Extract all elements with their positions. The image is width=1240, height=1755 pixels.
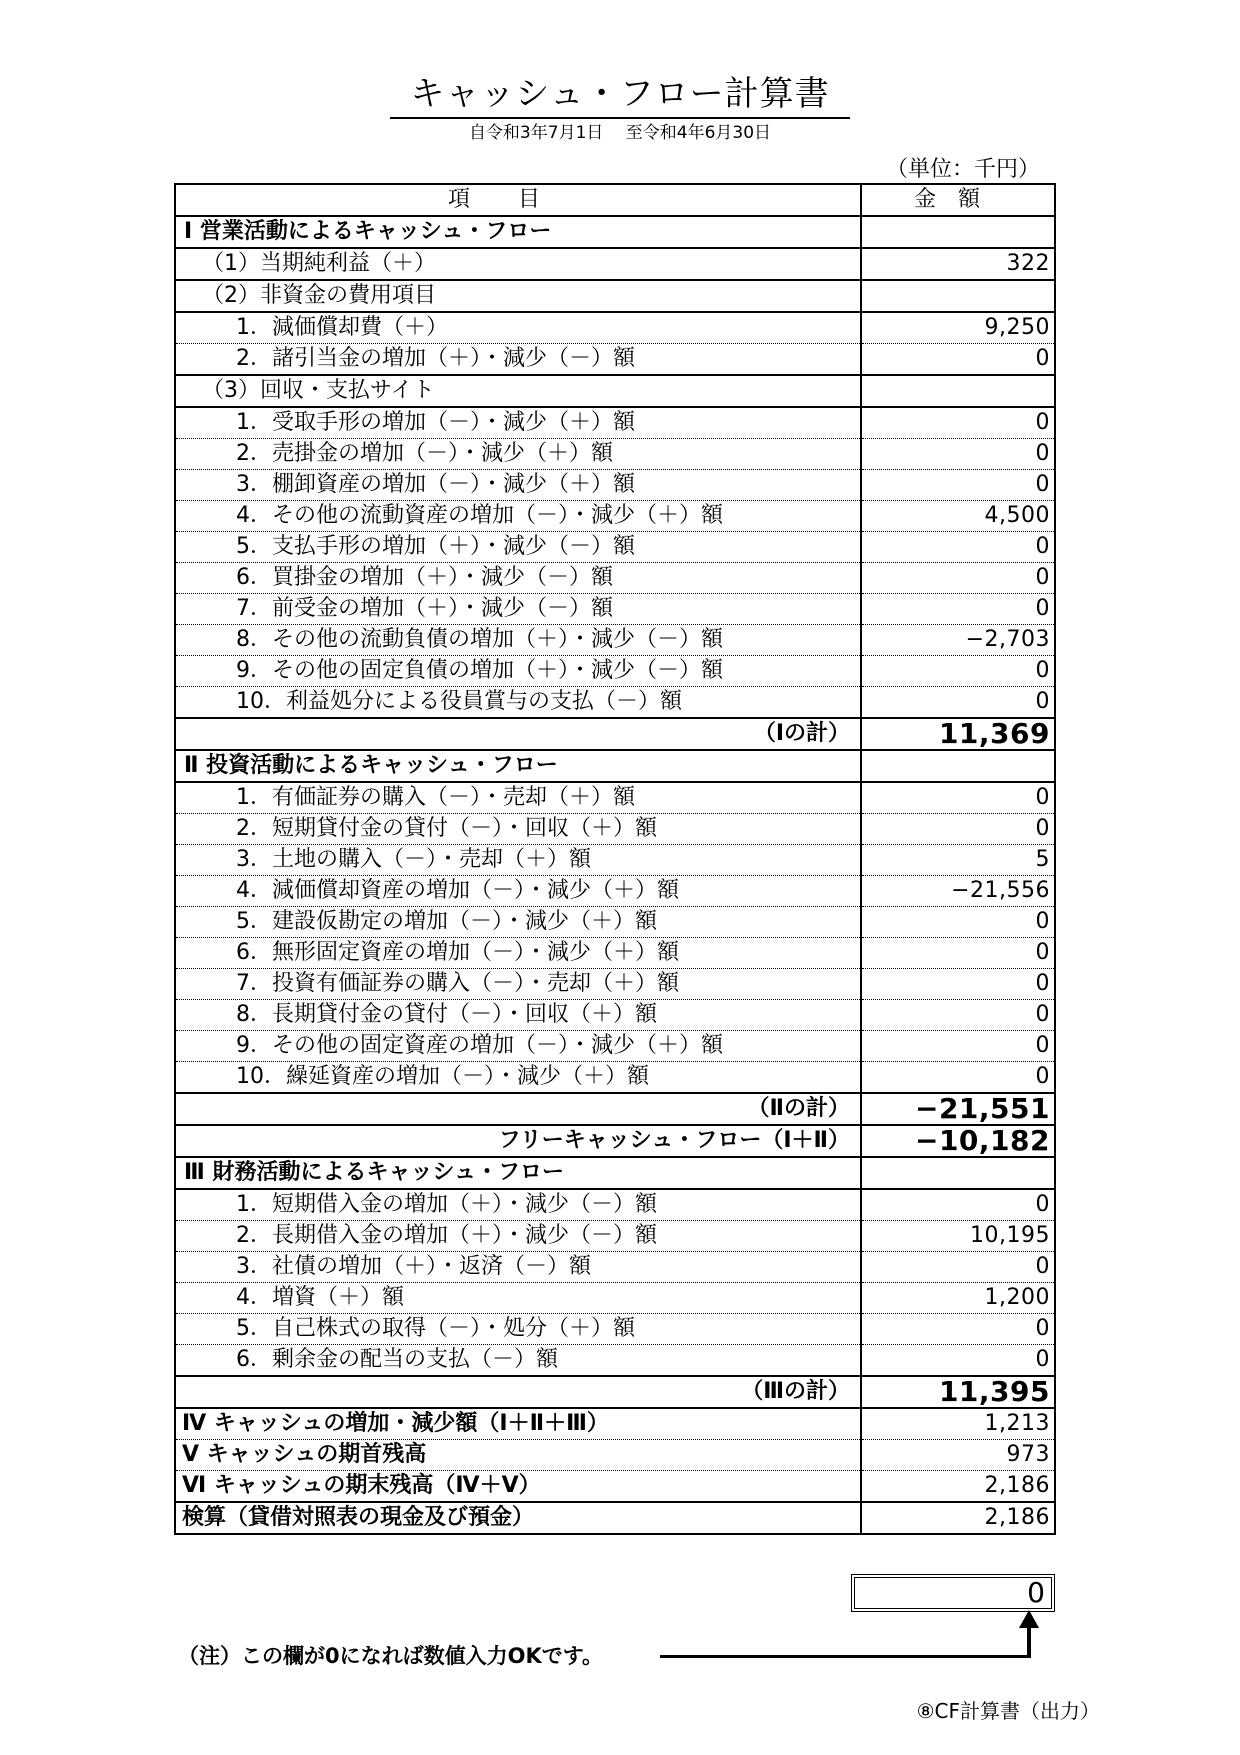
table-row — [175, 470, 1055, 501]
row-label: 4．増資（＋）額 — [175, 1283, 861, 1314]
row-label: 3．棚卸資産の増加（－）・減少（＋）額 — [175, 470, 861, 501]
row-amount: 5 — [861, 845, 1055, 876]
subtotal-amount: −21,551 — [861, 1093, 1055, 1125]
free-cash-flow-row — [175, 1125, 1055, 1157]
table-row — [175, 1314, 1055, 1345]
table-row — [175, 782, 1055, 814]
row-label: 1．受取手形の増加（－）・減少（＋）額 — [175, 407, 861, 439]
row-amount: 0 — [861, 687, 1055, 719]
row-label: 9．その他の固定資産の増加（－）・減少（＋）額 — [175, 1031, 861, 1062]
summary-label: Ⅴ キャッシュの期首残高 — [175, 1440, 861, 1471]
row-amount: 9,250 — [861, 312, 1055, 344]
summary-amount: 973 — [861, 1440, 1055, 1471]
table-row — [175, 1252, 1055, 1283]
row-amount: 0 — [861, 1031, 1055, 1062]
row-amount: 0 — [861, 1189, 1055, 1221]
row-amount: 0 — [861, 1252, 1055, 1283]
row-label: 1．減価償却費（＋） — [175, 312, 861, 344]
row-amount: 0 — [861, 907, 1055, 938]
table-row — [175, 907, 1055, 938]
row-amount: 0 — [861, 1345, 1055, 1377]
row-label: 6．剰余金の配当の支払（－）額 — [175, 1345, 861, 1377]
row-amount: 0 — [861, 344, 1055, 376]
summary-amount: 2,186 — [861, 1502, 1055, 1534]
section-investing — [175, 750, 1055, 782]
summary-amount: 2,186 — [861, 1471, 1055, 1503]
row-label: 5．建設仮勘定の増加（－）・減少（＋）額 — [175, 907, 861, 938]
row-label: 3．社債の増加（＋）・返済（－）額 — [175, 1252, 861, 1283]
table-row — [175, 312, 1055, 344]
section-title: Ⅰ 営業活動によるキャッシュ・フロー — [175, 216, 861, 248]
row-amount: −2,703 — [861, 625, 1055, 656]
table-row — [175, 1031, 1055, 1062]
table-row — [175, 563, 1055, 594]
summary-label: Ⅳ キャッシュの増加・減少額（Ⅰ＋Ⅱ＋Ⅲ） — [175, 1408, 861, 1440]
table-row — [175, 1189, 1055, 1221]
row-amount: 0 — [861, 470, 1055, 501]
verification-cell: 0 — [851, 1574, 1055, 1612]
arrow-shaft-icon — [1027, 1625, 1031, 1658]
summary-label: 検算（貸借対照表の現金及び預金） — [175, 1502, 861, 1534]
row-label: 2．短期貸付金の貸付（－）・回収（＋）額 — [175, 814, 861, 845]
row-label: 10．利益処分による役員賞与の支払（－）額 — [175, 687, 861, 719]
subtotal-label: （Ⅱの計） — [175, 1093, 861, 1125]
document-title: キャッシュ・フロー計算書 — [390, 66, 850, 119]
table-row — [175, 439, 1055, 470]
row-amount: −21,556 — [861, 876, 1055, 907]
table-row — [175, 344, 1055, 376]
table-row — [175, 532, 1055, 563]
section-operating — [175, 216, 1055, 248]
row-label: 4．減価償却資産の増加（－）・減少（＋）額 — [175, 876, 861, 907]
row-amount: 0 — [861, 814, 1055, 845]
cash-flow-table — [174, 183, 1056, 1535]
subsection-title: （2）非資金の費用項目 — [175, 280, 861, 312]
row-amount: 0 — [861, 1062, 1055, 1094]
table-row — [175, 1000, 1055, 1031]
table-row — [175, 501, 1055, 532]
row-label: 7．前受金の増加（＋）・減少（－）額 — [175, 594, 861, 625]
table-row — [175, 407, 1055, 439]
row-label: 3．土地の購入（－）・売却（＋）額 — [175, 845, 861, 876]
row-label: 6．買掛金の増加（＋）・減少（－）額 — [175, 563, 861, 594]
table-row — [175, 876, 1055, 907]
subsection-noncash — [175, 280, 1055, 312]
table-row — [175, 625, 1055, 656]
header-item: 項目 — [175, 184, 861, 216]
row-label: 1．有価証券の購入（－）・売却（＋）額 — [175, 782, 861, 814]
subsection-title: （3）回収・支払サイト — [175, 375, 861, 407]
table-row — [175, 1221, 1055, 1252]
row-amount: 0 — [861, 969, 1055, 1000]
note-text: （注）この欄が0になれば数値入力OKです。 — [178, 1644, 604, 1668]
row-label: 6．無形固定資産の増加（－）・減少（＋）額 — [175, 938, 861, 969]
table-row — [175, 845, 1055, 876]
row-amount: 0 — [861, 407, 1055, 439]
arrow-line-icon — [660, 1655, 1030, 1658]
free-cash-flow-label: フリーキャッシュ・フロー（Ⅰ＋Ⅱ） — [175, 1125, 861, 1157]
row-amount: 4,500 — [861, 501, 1055, 532]
table-row — [175, 969, 1055, 1000]
table-header — [175, 184, 1055, 216]
row-amount: 0 — [861, 532, 1055, 563]
row-label: 2．長期借入金の増加（＋）・減少（－）額 — [175, 1221, 861, 1252]
section-title: Ⅱ 投資活動によるキャッシュ・フロー — [175, 750, 861, 782]
row-amount: 10,195 — [861, 1221, 1055, 1252]
row-amount: 0 — [861, 938, 1055, 969]
summary-row — [175, 1440, 1055, 1471]
table-row — [175, 248, 1055, 280]
subtotal-row — [175, 1093, 1055, 1125]
subtotal-label: （Ⅲの計） — [175, 1376, 861, 1408]
table-row — [175, 656, 1055, 687]
row-amount: 0 — [861, 656, 1055, 687]
footer-label: ⑧CF計算書（出力） — [916, 1699, 1100, 1723]
free-cash-flow-amount: −10,182 — [861, 1125, 1055, 1157]
row-label: 8．長期貸付金の貸付（－）・回収（＋）額 — [175, 1000, 861, 1031]
row-label: 1．短期借入金の増加（＋）・減少（－）額 — [175, 1189, 861, 1221]
table-row — [175, 1062, 1055, 1094]
fiscal-period: 自令和3年7月1日 至令和4年6月30日 — [468, 123, 772, 143]
subtotal-amount: 11,369 — [861, 718, 1055, 750]
row-amount: 0 — [861, 1314, 1055, 1345]
row-label: 9．その他の固定負債の増加（＋）・減少（－）額 — [175, 656, 861, 687]
summary-row — [175, 1471, 1055, 1503]
row-label: 2．諸引当金の増加（＋）・減少（－）額 — [175, 344, 861, 376]
row-amount: 0 — [861, 563, 1055, 594]
row-label: （1）当期純利益（＋） — [175, 248, 861, 280]
arrow-up-icon — [1019, 1610, 1039, 1628]
row-label: 5．自己株式の取得（－）・処分（＋）額 — [175, 1314, 861, 1345]
section-financing — [175, 1157, 1055, 1189]
table-row — [175, 1283, 1055, 1314]
subtotal-row — [175, 1376, 1055, 1408]
table-row — [175, 594, 1055, 625]
row-label: 8．その他の流動負債の増加（＋）・減少（－）額 — [175, 625, 861, 656]
subtotal-row — [175, 718, 1055, 750]
row-amount: 0 — [861, 1000, 1055, 1031]
summary-label: Ⅵ キャッシュの期末残高（Ⅳ＋Ⅴ） — [175, 1471, 861, 1503]
row-amount: 1,200 — [861, 1283, 1055, 1314]
subtotal-label: （Ⅰの計） — [175, 718, 861, 750]
header-amount: 金額 — [861, 184, 1055, 216]
row-label: 2．売掛金の増加（－）・減少（＋）額 — [175, 439, 861, 470]
row-label: 5．支払手形の増加（＋）・減少（－）額 — [175, 532, 861, 563]
row-amount: 322 — [861, 248, 1055, 280]
section-title: Ⅲ 財務活動によるキャッシュ・フロー — [175, 1157, 861, 1189]
row-label: 10．繰延資産の増加（－）・減少（＋）額 — [175, 1062, 861, 1094]
table-row — [175, 938, 1055, 969]
row-amount: 0 — [861, 594, 1055, 625]
row-amount: 0 — [861, 439, 1055, 470]
subsection-site — [175, 375, 1055, 407]
table-row — [175, 814, 1055, 845]
summary-row — [175, 1408, 1055, 1440]
table-row — [175, 687, 1055, 719]
table-row — [175, 1345, 1055, 1377]
summary-amount: 1,213 — [861, 1408, 1055, 1440]
row-label: 4．その他の流動資産の増加（－）・減少（＋）額 — [175, 501, 861, 532]
subtotal-amount: 11,395 — [861, 1376, 1055, 1408]
row-label: 7．投資有価証券の購入（－）・売却（＋）額 — [175, 969, 861, 1000]
unit-label: （単位：千円） — [885, 157, 1040, 182]
summary-row — [175, 1502, 1055, 1534]
row-amount: 0 — [861, 782, 1055, 814]
